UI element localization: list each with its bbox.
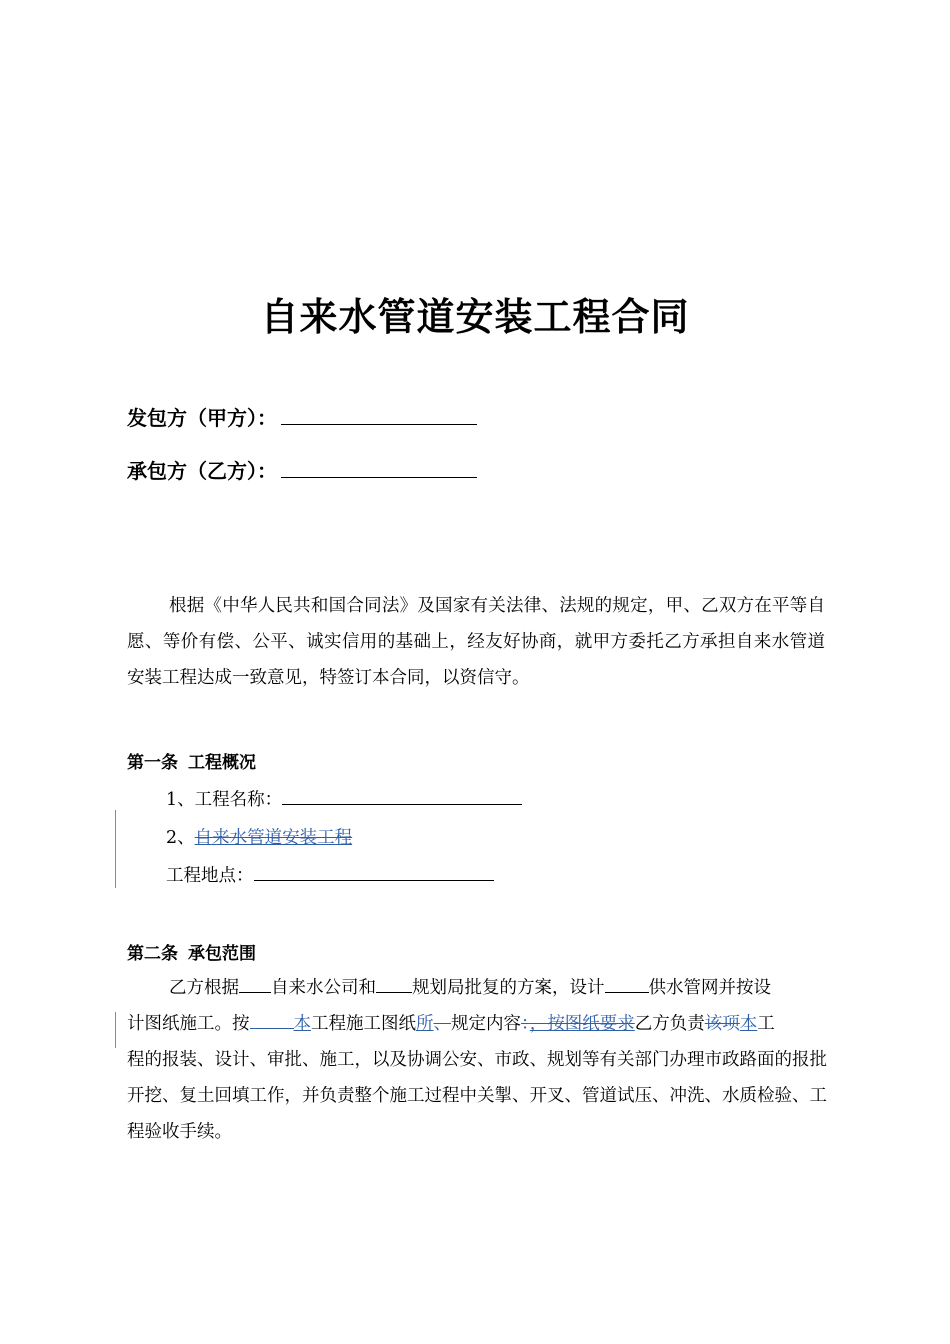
party-a-blank (281, 404, 477, 425)
revision-inserted-text: 本 (293, 1014, 311, 1034)
article-1-number: 第一条 (127, 753, 178, 773)
revision-change-bar-2 (115, 1012, 116, 1048)
item-2-prefix: 2、 (166, 828, 195, 848)
project-location-row (166, 862, 494, 887)
party-b-blank (281, 457, 477, 478)
party-b-label: 承包方（乙方）： (127, 459, 277, 483)
scope-text: 规定内容 (451, 1014, 521, 1034)
scope-text: 供水管网并按设 (648, 978, 771, 998)
party-a-row (127, 402, 477, 431)
blank-field (376, 975, 412, 993)
project-name-blank (282, 786, 522, 805)
project-location-blank (254, 862, 494, 881)
scope-line-1 (127, 970, 827, 1006)
item-2-row (166, 824, 352, 849)
scope-line-2 (127, 1006, 827, 1042)
preamble-paragraph: 根据《中华人民共和国合同法》及国家有关法律、法规的规定，甲、乙双方在平等自愿、等价有偿、公平、诚实信用的基础上，经友好协商，就甲方委托乙方承担自来水管道安装工程达成一致意见，特签订本合同，以资信守。 (127, 596, 825, 688)
scope-text: 乙方根据 (169, 978, 239, 998)
article-1-title: 工程概况 (188, 753, 256, 773)
revision-deleted-text: 该项 (704, 1014, 740, 1034)
scope-text: 规划局批复的方案，设计 (412, 978, 605, 998)
blank-field (239, 975, 271, 993)
scope-rest: 程的报装、设计、审批、施工，以及协调公安、市政、规划等有关部门办理市政路面的报批开挖、复土回填工作，并负责整个施工过程中关掣、开叉、管道试压、冲洗、水质检验、工程验收手续。 (127, 1050, 827, 1142)
party-b-row (127, 455, 477, 484)
article-1-heading (127, 748, 256, 773)
item-2-revised-text: 自来水管道安装工程 (194, 828, 353, 848)
revision-deleted-text: ，按图纸要求 (529, 1014, 635, 1034)
scope-text: 计图纸施工。按 (127, 1014, 250, 1034)
revision-deleted-text: 、 (433, 1014, 451, 1034)
scope-text: 工 (757, 1014, 775, 1034)
scope-paragraph (127, 970, 827, 1150)
scope-text: 自来水公司和 (271, 978, 376, 998)
scope-text: 乙方负责 (634, 1014, 705, 1034)
article-2-heading (127, 939, 256, 964)
article-2-number: 第二条 (127, 944, 178, 964)
revision-deleted-blank (250, 1018, 294, 1029)
article-2-title: 承包范围 (188, 944, 256, 964)
party-a-label: 发包方（甲方）： (127, 406, 277, 430)
project-name-row (166, 786, 522, 811)
project-location-label: 工程地点： (166, 866, 254, 886)
revision-change-bar (115, 810, 116, 888)
revision-inserted-text: 本 (739, 1014, 758, 1034)
revision-deleted-text: ： (521, 1014, 530, 1034)
blank-field (605, 975, 649, 993)
document-title: 自来水管道安装工程合同 (260, 295, 690, 339)
revision-inserted-text: 所 (416, 1014, 434, 1034)
scope-text: 工程施工图纸 (311, 1014, 416, 1034)
project-name-label: 1、工程名称： (166, 790, 283, 810)
